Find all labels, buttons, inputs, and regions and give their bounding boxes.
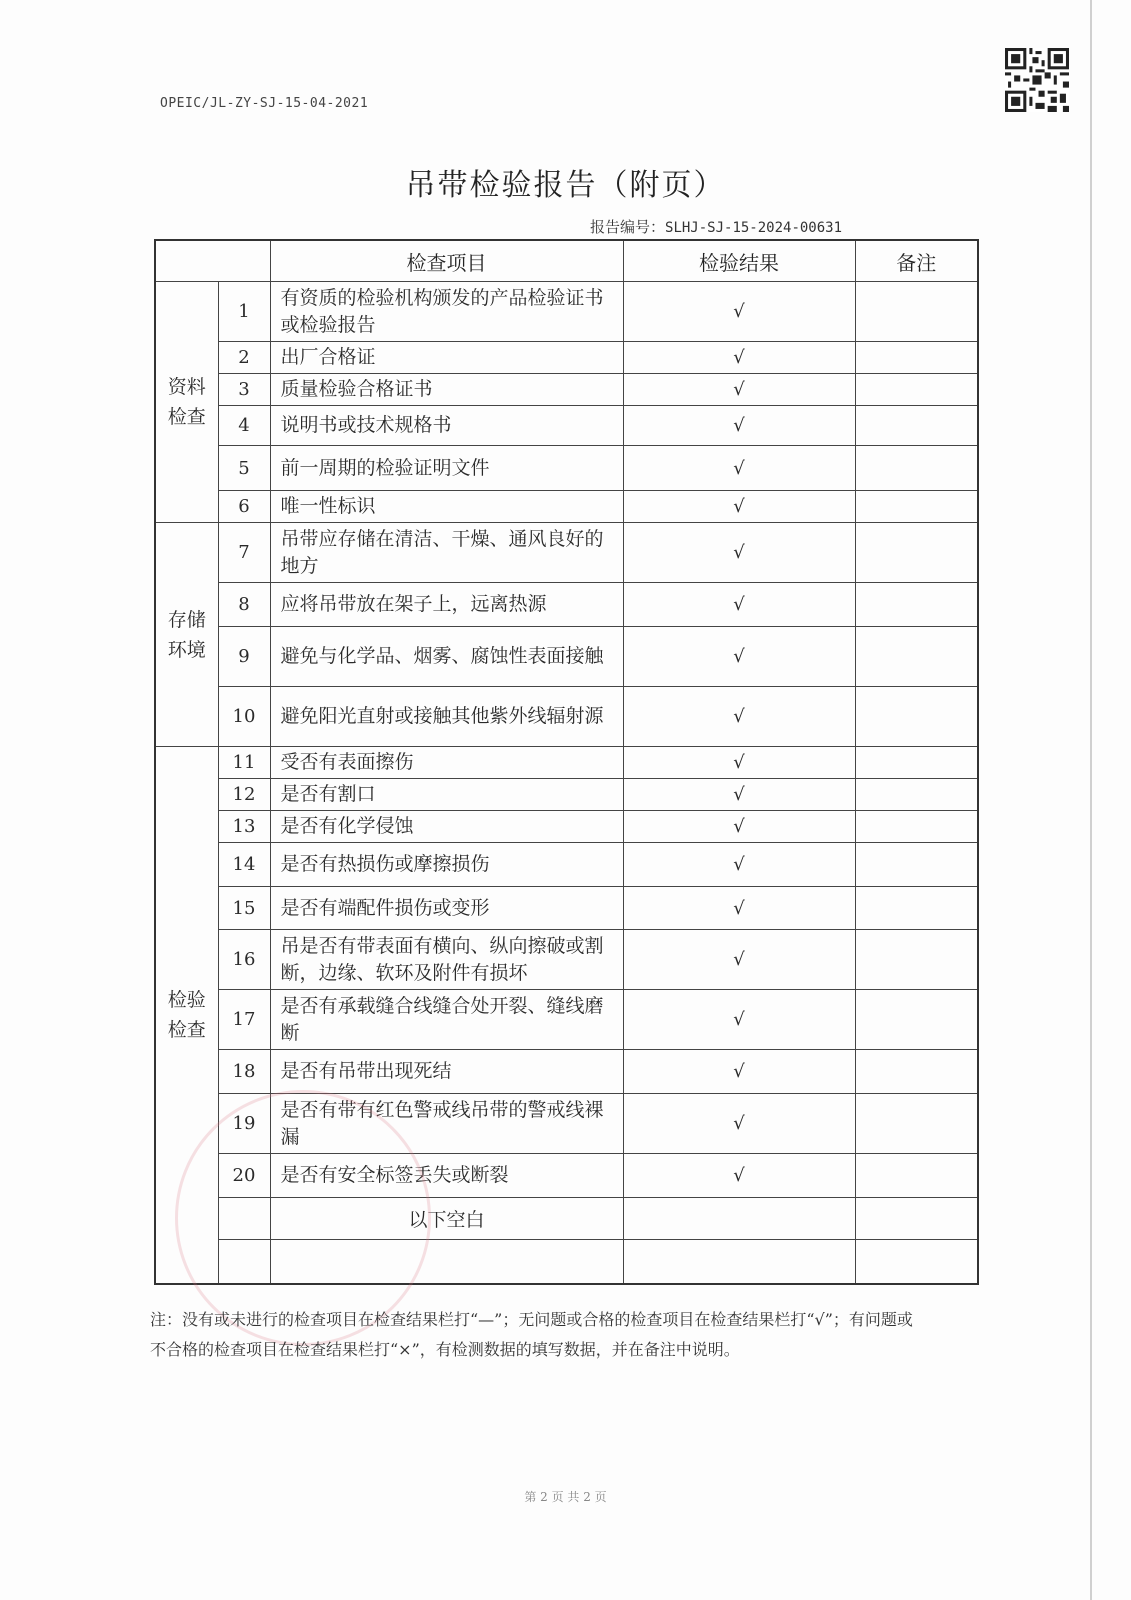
table-header-row [155, 240, 978, 282]
row-result: √ [623, 779, 855, 811]
row-result-empty [623, 1198, 855, 1240]
row-remark [855, 374, 978, 406]
row-item: 说明书或技术规格书 [270, 406, 623, 446]
row-remark [855, 990, 978, 1050]
table-row [155, 282, 978, 342]
page-edge-line [1090, 0, 1092, 1600]
row-result: √ [623, 523, 855, 583]
row-number: 7 [218, 523, 270, 583]
row-number: 16 [218, 930, 270, 990]
row-remark [855, 491, 978, 523]
qr-code-icon [1005, 48, 1069, 112]
row-item: 是否有带有红色警戒线吊带的警戒线裸漏 [270, 1094, 623, 1154]
row-item: 是否有端配件损伤或变形 [270, 887, 623, 930]
row-item: 有资质的检验机构颁发的产品检验证书或检验报告 [270, 282, 623, 342]
report-number-value: SLHJ-SJ-15-2024-00631 [665, 220, 843, 236]
group-label: 检验检查 [167, 988, 206, 1041]
row-number: 9 [218, 627, 270, 687]
document-code: OPEIC/JL-ZY-SJ-15-04-2021 [160, 96, 369, 111]
row-number: 8 [218, 583, 270, 627]
row-remark [855, 446, 978, 491]
row-item: 唯一性标识 [270, 491, 623, 523]
row-remark [855, 1154, 978, 1198]
table-row [155, 747, 978, 779]
row-remark [855, 1050, 978, 1094]
row-result: √ [623, 342, 855, 374]
row-result: √ [623, 811, 855, 843]
table-row [155, 687, 978, 747]
row-remark [855, 887, 978, 930]
row-number: 15 [218, 887, 270, 930]
row-remark [855, 779, 978, 811]
row-number: 12 [218, 779, 270, 811]
row-result: √ [623, 687, 855, 747]
row-number: 10 [218, 687, 270, 747]
row-result: √ [623, 627, 855, 687]
row-result: √ [623, 930, 855, 990]
row-result: √ [623, 887, 855, 930]
row-result: √ [623, 406, 855, 446]
row-result: √ [623, 1154, 855, 1198]
row-item: 出厂合格证 [270, 342, 623, 374]
header-remark: 备注 [855, 240, 978, 282]
row-remark [855, 687, 978, 747]
row-result: √ [623, 1094, 855, 1154]
row-remark [855, 930, 978, 990]
row-item: 前一周期的检验证明文件 [270, 446, 623, 491]
table-row [155, 491, 978, 523]
row-number: 1 [218, 282, 270, 342]
table-row [155, 779, 978, 811]
table-row [155, 1050, 978, 1094]
blank-below-label: 以下空白 [270, 1198, 623, 1240]
table-row [155, 811, 978, 843]
row-item: 是否有割口 [270, 779, 623, 811]
footnote: 注：没有或未进行的检查项目在检查结果栏打“—”；无问题或合格的检查项目在检查结果栏打“√”；有问题或不合格的检查项目在检查结果栏打“×”，有检测数据的填写数据，并在备注中说明。 [150, 1310, 913, 1359]
table-row [155, 887, 978, 930]
table-row [155, 374, 978, 406]
group-cell [155, 523, 218, 747]
table-row [155, 843, 978, 887]
row-item: 是否有安全标签丢失或断裂 [270, 1154, 623, 1198]
report-number [590, 216, 842, 237]
row-remark [855, 843, 978, 887]
row-result-empty [623, 1240, 855, 1284]
row-number: 5 [218, 446, 270, 491]
row-number: 3 [218, 374, 270, 406]
row-remark [855, 282, 978, 342]
table-row [155, 342, 978, 374]
row-result: √ [623, 843, 855, 887]
row-item: 避免与化学品、烟雾、腐蚀性表面接触 [270, 627, 623, 687]
row-remark [855, 342, 978, 374]
table-row [155, 583, 978, 627]
row-item: 是否有承载缝合线缝合处开裂、缝线磨断 [270, 990, 623, 1050]
row-result: √ [623, 1050, 855, 1094]
row-remark-empty [855, 1240, 978, 1284]
header-result: 检验结果 [623, 240, 855, 282]
header-blank-cell [155, 240, 270, 282]
row-result: √ [623, 583, 855, 627]
row-result: √ [623, 990, 855, 1050]
row-item: 应将吊带放在架子上，远离热源 [270, 583, 623, 627]
table-row [155, 523, 978, 583]
row-number: 17 [218, 990, 270, 1050]
row-number: 6 [218, 491, 270, 523]
table-row [155, 446, 978, 491]
group-cell [155, 282, 218, 523]
row-result: √ [623, 282, 855, 342]
row-result: √ [623, 446, 855, 491]
table-row [155, 930, 978, 990]
table-row [155, 990, 978, 1050]
group-label: 资料检查 [167, 376, 206, 428]
row-number: 4 [218, 406, 270, 446]
row-remark [855, 627, 978, 687]
row-remark [855, 1094, 978, 1154]
row-result: √ [623, 374, 855, 406]
row-result: √ [623, 747, 855, 779]
row-remark [855, 583, 978, 627]
row-number: 2 [218, 342, 270, 374]
row-item: 受否有表面擦伤 [270, 747, 623, 779]
row-item: 是否有化学侵蚀 [270, 811, 623, 843]
row-item: 质量检验合格证书 [270, 374, 623, 406]
row-item: 吊带应存储在清洁、干燥、通风良好的地方 [270, 523, 623, 583]
row-remark-empty [855, 1198, 978, 1240]
group-label: 存储环境 [167, 608, 206, 661]
row-number: 20 [218, 1154, 270, 1198]
row-number: 18 [218, 1050, 270, 1094]
row-remark [855, 811, 978, 843]
row-number: 19 [218, 1094, 270, 1154]
row-remark [855, 523, 978, 583]
table-row [155, 627, 978, 687]
row-item: 避免阳光直射或接触其他紫外线辐射源 [270, 687, 623, 747]
page-number: 第 2 页 共 2 页 [524, 1490, 607, 1504]
row-item: 是否有热损伤或摩擦损伤 [270, 843, 623, 887]
header-item: 检查项目 [270, 240, 623, 282]
row-number: 14 [218, 843, 270, 887]
row-item: 吊是否有带表面有横向、纵向擦破或割断，边缘、软环及附件有损坏 [270, 930, 623, 990]
page-title: 吊带检验报告（附页） [405, 168, 726, 203]
row-remark [855, 406, 978, 446]
row-result: √ [623, 491, 855, 523]
row-remark [855, 747, 978, 779]
report-number-label: 报告编号： [590, 218, 666, 236]
row-number: 11 [218, 747, 270, 779]
table-row [155, 406, 978, 446]
row-number: 13 [218, 811, 270, 843]
row-item: 是否有吊带出现死结 [270, 1050, 623, 1094]
